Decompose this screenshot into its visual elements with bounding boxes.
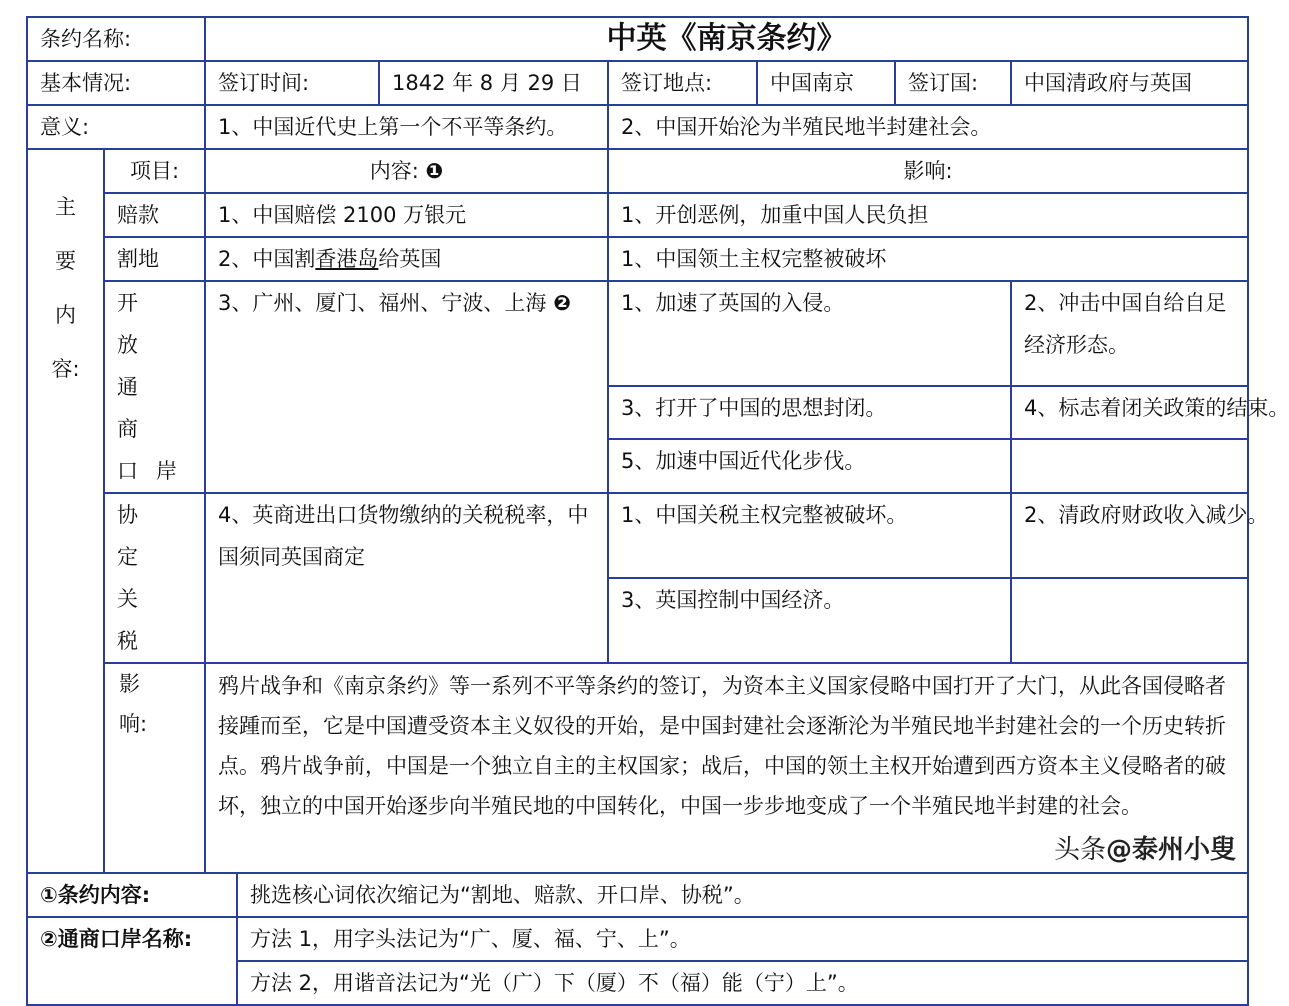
cession-content-suffix: 给英国: [378, 247, 442, 271]
tariff-item: 协 定 关 税: [104, 493, 205, 663]
open-ports-impact-empty: [1011, 439, 1248, 493]
tariff-impact-1: 1、中国关税主权完整被破坏。: [608, 493, 1011, 578]
meaning-point-2: 2、中国开始沦为半殖民地半封建社会。: [608, 105, 1248, 149]
influence-paragraph: 鸦片战争和《南京条约》等一系列不平等条约的签订，为资本主义国家侵略中国打开了大门，从此各国侵略者接踵而至，它是中国遭受资本主义奴役的开始，是中国封建社会逐渐沦为半殖民地半封建社会的一个历史转折点。鸦片战争前，中国是一个独立自主的主权国家；战后，中国的领土主权开始遭到西方资本主义侵略者的破坏，独立的中国开始逐步向半殖民地的中国转化，中国一步步地变成了一个半殖民地半封建的社会。: [205, 663, 1248, 873]
main-content-section-label: [27, 149, 104, 873]
item-column-header: 项目:: [104, 149, 205, 193]
tariff-impact-3: 3、英国控制中国经济。: [608, 578, 1011, 663]
open-ports-content: [205, 281, 608, 493]
meaning-point-1: 1、中国近代史上第一个不平等条约。: [205, 105, 608, 149]
impact-column-header: 影响:: [608, 149, 1248, 193]
cession-content: [205, 237, 608, 281]
basic-info-label: 基本情况:: [27, 61, 205, 105]
content-header-text: 内容:: [369, 159, 419, 183]
open-ports-impact-5: 5、加速中国近代化步伐。: [608, 439, 1011, 493]
sign-party-label: 签订国:: [895, 61, 1011, 105]
content-column-header: [205, 149, 608, 193]
indemnity-impact: 1、开创恶例，加重中国人民负担: [608, 193, 1248, 237]
open-ports-item: 开 放 通 商 口岸: [104, 281, 205, 493]
sign-time-value: 1842 年 8 月 29 日: [379, 61, 608, 105]
open-ports-impact-3: 3、打开了中国的思想封闭。: [608, 386, 1011, 440]
open-ports-list: 3、广州、厦门、福州、宁波、上海: [218, 291, 547, 315]
meaning-label: 意义:: [27, 105, 205, 149]
note1-label: ①条约内容:: [27, 873, 237, 917]
sign-place-label: 签订地点:: [608, 61, 757, 105]
watermark-prefix: 头条: [1053, 835, 1106, 865]
hong-kong-island-underlined: 香港岛: [315, 247, 379, 271]
notes-table: [26, 872, 1249, 1006]
watermark-handle: @泰州小叟: [1105, 835, 1236, 865]
main-content-label-text: 主 要 内 容:: [51, 195, 80, 381]
indemnity-item: 赔款: [104, 193, 205, 237]
circled-one-mark: ❶: [425, 159, 444, 183]
note2-label: ②通商口岸名称:: [27, 917, 237, 1005]
note2-method-1: 方法 1，用字头法记为“广、厦、福、宁、上”。: [237, 917, 1248, 961]
sign-time-label: 签订时间:: [205, 61, 379, 105]
treaty-title: 中英《南京条约》: [205, 17, 1248, 61]
influence-label: [104, 663, 205, 873]
tariff-content: 4、英商进出口货物缴纳的关税税率，中国须同英国商定: [205, 493, 608, 663]
note2-method-2: 方法 2，用谐音法记为“光（广）下（厦）不（福）能（宁）上”。: [237, 961, 1248, 1005]
open-ports-impact-1: 1、加速了英国的入侵。: [608, 281, 1011, 386]
sign-party-value: 中国清政府与英国: [1011, 61, 1248, 105]
influence-label-text: 影 响:: [119, 672, 148, 736]
note1-text: 挑选核心词依次缩记为“割地、赔款、开口岸、协税”。: [237, 873, 1248, 917]
indemnity-content: 1、中国赔偿 2100 万银元: [205, 193, 608, 237]
treaty-name-label: 条约名称:: [27, 17, 205, 61]
circled-two-mark: ❷: [553, 291, 571, 315]
open-ports-impact-4: 4、标志着闭关政策的结束。: [1011, 386, 1248, 440]
tariff-impact-empty: [1011, 578, 1248, 663]
cession-item: 割地: [104, 237, 205, 281]
watermark: [1054, 829, 1236, 866]
cession-content-prefix: 2、中国割: [218, 247, 316, 271]
open-ports-impact-2: 2、冲击中国自给自足经济形态。: [1011, 281, 1248, 386]
cession-impact: 1、中国领土主权完整被破坏: [608, 237, 1248, 281]
treaty-table: [26, 16, 1289, 874]
sign-place-value: 中国南京: [757, 61, 895, 105]
tariff-impact-2: 2、清政府财政收入减少。: [1011, 493, 1248, 578]
